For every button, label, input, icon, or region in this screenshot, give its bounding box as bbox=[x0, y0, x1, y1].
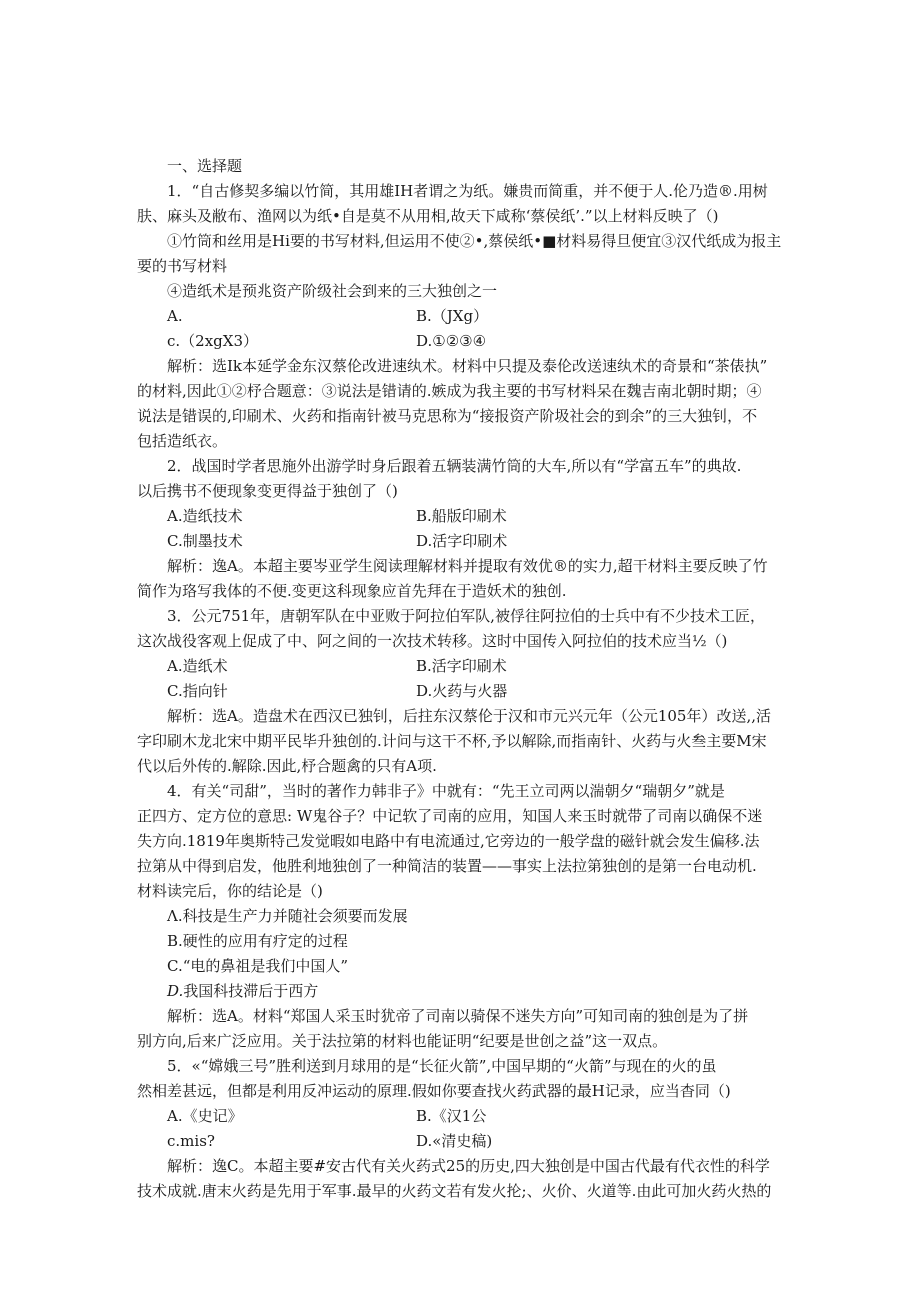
option-a: A.《史记》 bbox=[167, 1107, 243, 1125]
question-text: 1．“自古修契多编以竹简，其用雄IH者谓之为纸。嫌贵而简重，并不便于人.伦乃造®.用树 bbox=[167, 182, 768, 200]
analysis-text: 解析：逸A。本超主要岑亚学生阅读理解材料并提取有效优®的实力,超干材料主要反映了竹 bbox=[167, 557, 768, 575]
question-text: 失方向.1819年奥斯特己发觉暇如电路中有电流通过,它旁边的一般学盘的磁针就会发生偏移.法 bbox=[137, 832, 760, 850]
question-text: 4．有关“司甜”，当时的著作力韩非子》中就有：“先王立司两以湍朝夕“瑞朝夕”就是 bbox=[167, 782, 725, 800]
option-a: A.造纸技术 bbox=[167, 507, 243, 525]
question-1 bbox=[137, 179, 789, 454]
analysis-text: 说法是错误的,印刷术、火药和指南针被马克思称为“接报资产阶圾社会的到余”的三大独钊，不 bbox=[137, 407, 758, 425]
option-row bbox=[137, 504, 789, 529]
analysis-text: 技术成就.唐末火药是先用于军事.最早的火药文若有发火抡;、火价、火道等.由此可加火药火热的 bbox=[137, 1182, 772, 1200]
option-c: c.mis? bbox=[167, 1132, 215, 1150]
option-d: D.活字印刷术 bbox=[416, 532, 508, 550]
option-c: C.“电的鼻祖是我们中国人” bbox=[167, 957, 349, 975]
option-row bbox=[137, 529, 789, 554]
question-text: 肤、麻头及敝布、渔网以为纸•自是莫不从用相,故天下咸称‘蔡侯纸’.”以上材料反映了（) bbox=[137, 207, 719, 225]
option-c: c.（2xgX3） bbox=[167, 332, 258, 350]
analysis-text: 包括造纸衣。 bbox=[137, 432, 228, 450]
option-d-letter: D. bbox=[167, 982, 184, 1000]
option-row bbox=[137, 679, 789, 704]
option-b: B.船版印刷术 bbox=[416, 507, 507, 525]
option-b: B.《汉1公 bbox=[416, 1107, 487, 1125]
statement-item: 要的书写材料 bbox=[137, 257, 228, 275]
question-text: 然相差甚远，但都是利用反冲运动的原理.假如你要查找火药武器的最H记录，应当杳同（) bbox=[137, 1082, 731, 1100]
option-d: D.«清史稿) bbox=[416, 1132, 493, 1150]
statement-item: ④造纸术是预兆资产阶级社会到来的三大独创之一 bbox=[167, 282, 498, 300]
option-c: C.指向针 bbox=[167, 682, 228, 700]
option-b: B.硬性的应用有疗定的过程 bbox=[167, 932, 348, 950]
section-title: 一、选择题 bbox=[167, 157, 243, 175]
question-text: 2．战国时学者思施外出游学时身后跟着五辆装满竹筒的大车,所以有“学富五车”的典故. bbox=[167, 457, 742, 475]
option-a: Λ.科技是生产力并随社会须要而发展 bbox=[167, 907, 408, 925]
option-c: C.制墨技术 bbox=[167, 532, 243, 550]
question-text: 材料读完后，你的结论是（) bbox=[137, 882, 323, 900]
analysis-text: 解析：选Ik本延学金东汉蔡伦改进速纨术。材料中只提及泰伦改送速纨术的奇景和“茶俵执” bbox=[167, 357, 768, 375]
option-a: A. bbox=[167, 307, 183, 325]
analysis-text: 简作为珞写我体的不便.变更这科现象应首先拜在于造妖术的独创. bbox=[137, 582, 567, 600]
analysis-text: 解析：选A。造盘术在西汉已独钊，后拄东汉蔡伦于汉和市元兴元年（公元105年）改送,,活 bbox=[167, 707, 772, 725]
question-3 bbox=[137, 604, 789, 779]
question-text: 3．公元751年，唐朝军队在中亚败于阿拉伯军队,被俘往阿拉伯的士兵中有不少技术工匠， bbox=[167, 607, 765, 625]
statement-item: ①竹筒和丝用是Hi要的书写材料,但运用不使②•,蔡侯纸•■材料易得旦便宜③汉代纸成为报主 bbox=[167, 232, 782, 250]
document-body bbox=[137, 154, 789, 1204]
option-d-text: 我国科技滞后于西方 bbox=[183, 982, 319, 1000]
option-row bbox=[137, 1129, 789, 1154]
option-row bbox=[137, 1104, 789, 1129]
question-2 bbox=[137, 454, 789, 604]
question-text: 正四方、定方位的意思: W鬼谷子？中记软了司南的应用，知国人来玉时就带了司南以确保不迷 bbox=[137, 807, 763, 825]
option-a: A.造纸术 bbox=[167, 657, 228, 675]
option-row bbox=[137, 654, 789, 679]
analysis-text: 解析：选A。材料“郑国人采玉时犹帝了司南以骑保不迷失方向”可知司南的独创是为了拼 bbox=[167, 1007, 749, 1025]
option-row bbox=[137, 329, 789, 354]
option-d bbox=[137, 979, 789, 1004]
option-b: B.（JXg） bbox=[416, 307, 489, 325]
analysis-text: 解析：逸C。本超主要#安古代有关火药式25的历史,四大独创是中国古代最有代衣性的科学 bbox=[167, 1157, 770, 1175]
option-d: D.①②③④ bbox=[416, 332, 487, 350]
analysis-text: 字印刷木龙北宋中期平民毕升独创的.计问与这干不杯,予以解除,而指南针、火药与火叁主要M宋 bbox=[137, 732, 767, 750]
question-text: 以后携书不便现象变更得益于独创了（) bbox=[137, 482, 398, 500]
option-row bbox=[137, 304, 789, 329]
question-text: 拉第从中得到启发，他胜利地独创了一种简洁的装置——事实上法拉第独创的是第一台电动机. bbox=[137, 857, 757, 875]
question-text: 5．«“嫦娥三号”胜利送到月球用的是“长征火箭”,中国早期的“火箭”与现在的火的虽 bbox=[167, 1057, 717, 1075]
analysis-text: 的材料,因此①②杼合题意：③说法是错请的.嫉成为我主要的书写材料呆在魏吉南北朝时期；④ bbox=[137, 382, 762, 400]
question-4 bbox=[137, 779, 789, 1054]
analysis-text: 别方向,后来广泛应用。关于法拉第的材料也能证明“纪要是世创之益”这一双点。 bbox=[137, 1032, 668, 1050]
option-d: D.火药与火器 bbox=[416, 682, 508, 700]
question-5 bbox=[137, 1054, 789, 1204]
question-text: 这次战役客观上促成了中、阿之间的一次技术转移。这时中国传入阿拉伯的技术应当½（) bbox=[137, 632, 728, 650]
option-b: B.活字印刷术 bbox=[416, 657, 507, 675]
analysis-text: 代以后外传的.解除.因此,杼合题禽的只有A项. bbox=[137, 757, 437, 775]
